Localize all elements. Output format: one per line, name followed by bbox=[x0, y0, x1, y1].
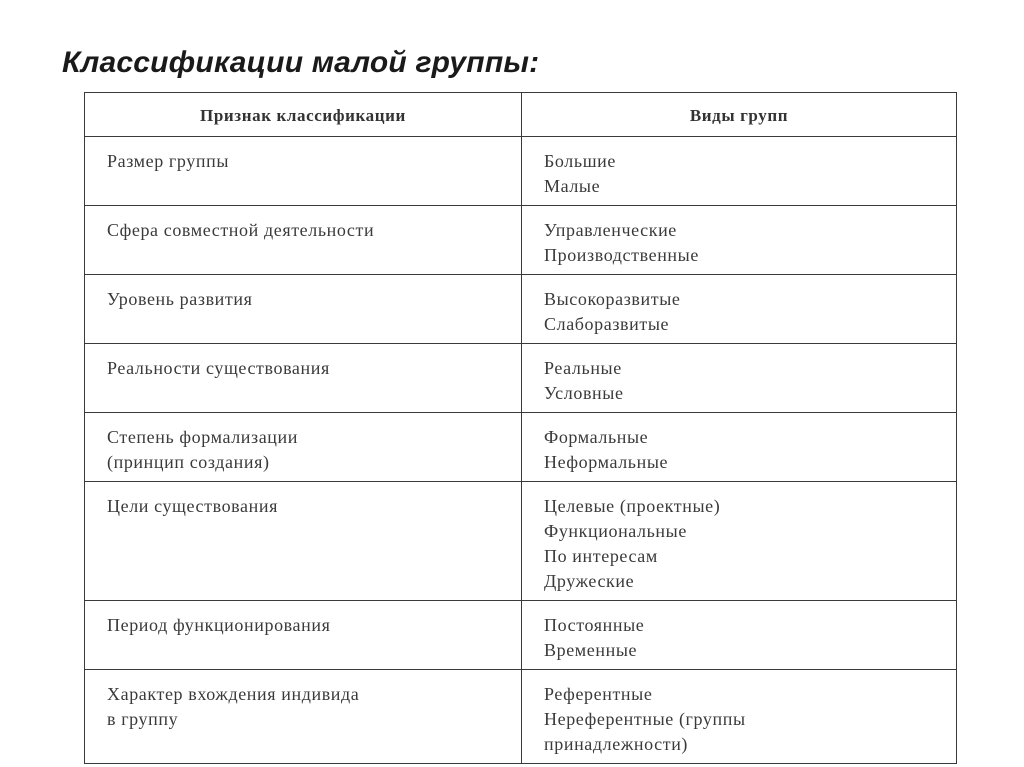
group-type-text: Слаборазвитые bbox=[544, 314, 670, 334]
classification-table bbox=[84, 92, 957, 764]
table-row bbox=[85, 670, 957, 764]
criterion-text: Размер группы bbox=[107, 151, 230, 171]
group-type-text: Референтные bbox=[544, 684, 653, 704]
table-row bbox=[85, 344, 957, 413]
group-types-cell bbox=[522, 482, 957, 601]
criterion-cell bbox=[85, 344, 522, 413]
table-row bbox=[85, 275, 957, 344]
table-row bbox=[85, 206, 957, 275]
group-type-text: По интересам bbox=[544, 546, 658, 566]
group-type-text: принадлежности) bbox=[544, 734, 689, 754]
group-type-text: Формальные bbox=[544, 427, 649, 447]
criterion-text: Степень формализации bbox=[107, 427, 299, 447]
group-type-text: Постоянные bbox=[544, 615, 645, 635]
table-row bbox=[85, 601, 957, 670]
criterion-text: Сфера совместной деятельности bbox=[107, 220, 375, 240]
group-types-cell bbox=[522, 275, 957, 344]
group-type-text: Производственные bbox=[544, 245, 699, 265]
group-types-cell bbox=[522, 344, 957, 413]
criterion-cell bbox=[85, 413, 522, 482]
criterion-cell bbox=[85, 275, 522, 344]
criterion-text: (принцип создания) bbox=[107, 452, 270, 472]
criterion-text: Цели существования bbox=[107, 496, 278, 516]
criterion-text: Уровень развития bbox=[107, 289, 253, 309]
group-type-text: Целевые (проектные) bbox=[544, 496, 721, 516]
group-type-text: Условные bbox=[544, 383, 624, 403]
table-header-row bbox=[85, 93, 957, 137]
group-type-text: Малые bbox=[544, 176, 601, 196]
group-types-cell bbox=[522, 206, 957, 275]
criterion-cell bbox=[85, 601, 522, 670]
group-type-text: Управленческие bbox=[544, 220, 677, 240]
criterion-cell bbox=[85, 137, 522, 206]
group-type-text: Временные bbox=[544, 640, 638, 660]
group-type-text: Неформальные bbox=[544, 452, 669, 472]
table-row bbox=[85, 413, 957, 482]
group-type-text: Нереферентные (группы bbox=[544, 709, 746, 729]
header-criterion: Признак классификации bbox=[85, 93, 522, 137]
criterion-cell bbox=[85, 482, 522, 601]
page-title: Классификации малой группы: bbox=[62, 46, 540, 79]
table-row bbox=[85, 137, 957, 206]
group-type-text: Высокоразвитые bbox=[544, 289, 681, 309]
criterion-text: Реальности существования bbox=[107, 358, 330, 378]
table-body bbox=[85, 137, 957, 764]
group-type-text: Функциональные bbox=[544, 521, 687, 541]
criterion-text: в группу bbox=[107, 709, 179, 729]
criterion-text: Характер вхождения индивида bbox=[107, 684, 360, 704]
group-type-text: Дружеские bbox=[544, 571, 635, 591]
criterion-cell bbox=[85, 206, 522, 275]
table-row bbox=[85, 482, 957, 601]
group-type-text: Реальные bbox=[544, 358, 622, 378]
group-types-cell bbox=[522, 601, 957, 670]
group-types-cell bbox=[522, 413, 957, 482]
group-types-cell bbox=[522, 137, 957, 206]
group-types-cell bbox=[522, 670, 957, 764]
group-type-text: Большие bbox=[544, 151, 616, 171]
criterion-cell bbox=[85, 670, 522, 764]
criterion-text: Период функционирования bbox=[107, 615, 331, 635]
header-group-types: Виды групп bbox=[522, 93, 957, 137]
